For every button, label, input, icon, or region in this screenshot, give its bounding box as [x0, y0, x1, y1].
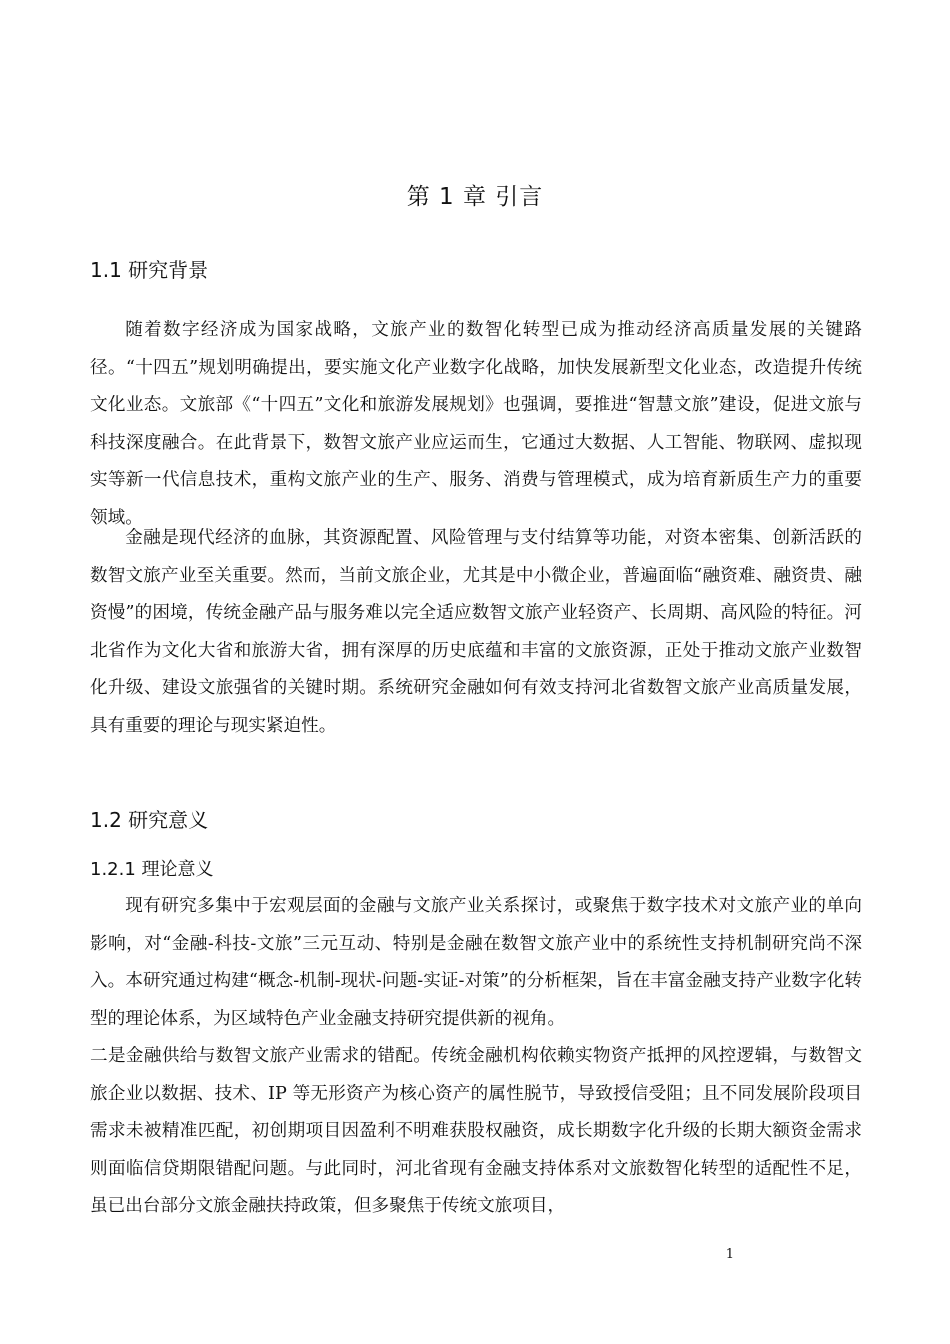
- chapter-title: 第 1 章 引言: [406, 184, 544, 210]
- paragraph-background-2: 金融是现代经济的血脉，其资源配置、风险管理与支付结算等功能，对资本密集、创新活跃的数智文旅产业至关重要。然而，当前文旅企业，尤其是中小微企业，普遍面临“融资难、融资贵、融资慢”的困境，传统金融产品与服务难以完全适应数智文旅产业轻资产、长周期、高风险的特征。河北省作为文化大省和旅游大省，拥有深厚的历史底蕴和丰富的文旅资源，正处于推动文旅产业数智化升级、建设文旅强省的关键时期。系统研究金融如何有效支持河北省数智文旅产业高质量发展，具有重要的理论与现实紧迫性。: [90, 528, 862, 736]
- subsection-heading-theoretical: 1.2.1 理论意义: [90, 859, 214, 880]
- paragraph-background-1: 随着数字经济成为国家战略，文旅产业的数智化转型已成为推动经济高质量发展的关键路径。“十四五”规划明确提出，要实施文化产业数字化战略，加快发展新型文化业态，改造提升传统文化业态。文旅部《“十四五”文化和旅游发展规划》也强调，要推进“智慧文旅”建设，促进文旅与科技深度融合。在此背景下，数智文旅产业应运而生，它通过大数据、人工智能、物联网、虚拟现实等新一代信息技术，重构文旅产业的生产、服务、消费与管理模式，成为培育新质生产力的重要领域。: [90, 320, 862, 528]
- paragraph-theoretical-1: 现有研究多集中于宏观层面的金融与文旅产业关系探讨，或聚焦于数字技术对文旅产业的单向影响，对“金融-科技-文旅”三元互动、特别是金融在数智文旅产业中的系统性支持机制研究尚不深入。本研究通过构建“概念-机制-现状-问题-实证-对策”的分析框架，旨在丰富金融支持产业数字化转型的理论体系，为区域特色产业金融支持研究提供新的视角。: [90, 896, 862, 1029]
- paragraph-theoretical-2: 二是金融供给与数智文旅产业需求的错配。传统金融机构依赖实物资产抵押的风控逻辑，与数智文旅企业以数据、技术、IP 等无形资产为核心资产的属性脱节，导致授信受阻；且不同发展阶段项目需求未被精准匹配，初创期项目因盈利不明难获股权融资，成长期数字化升级的长期大额资金需求则面临信贷期限错配问题。与此同时，河北省现有金融支持体系对文旅数智化转型的适配性不足，虽已出台部分文旅金融扶持政策，但多聚焦于传统文旅项目，: [90, 1046, 862, 1216]
- section-heading-background: 1.1 研究背景: [90, 258, 209, 282]
- page-number: 1: [725, 1247, 734, 1262]
- section-heading-significance: 1.2 研究意义: [90, 808, 209, 832]
